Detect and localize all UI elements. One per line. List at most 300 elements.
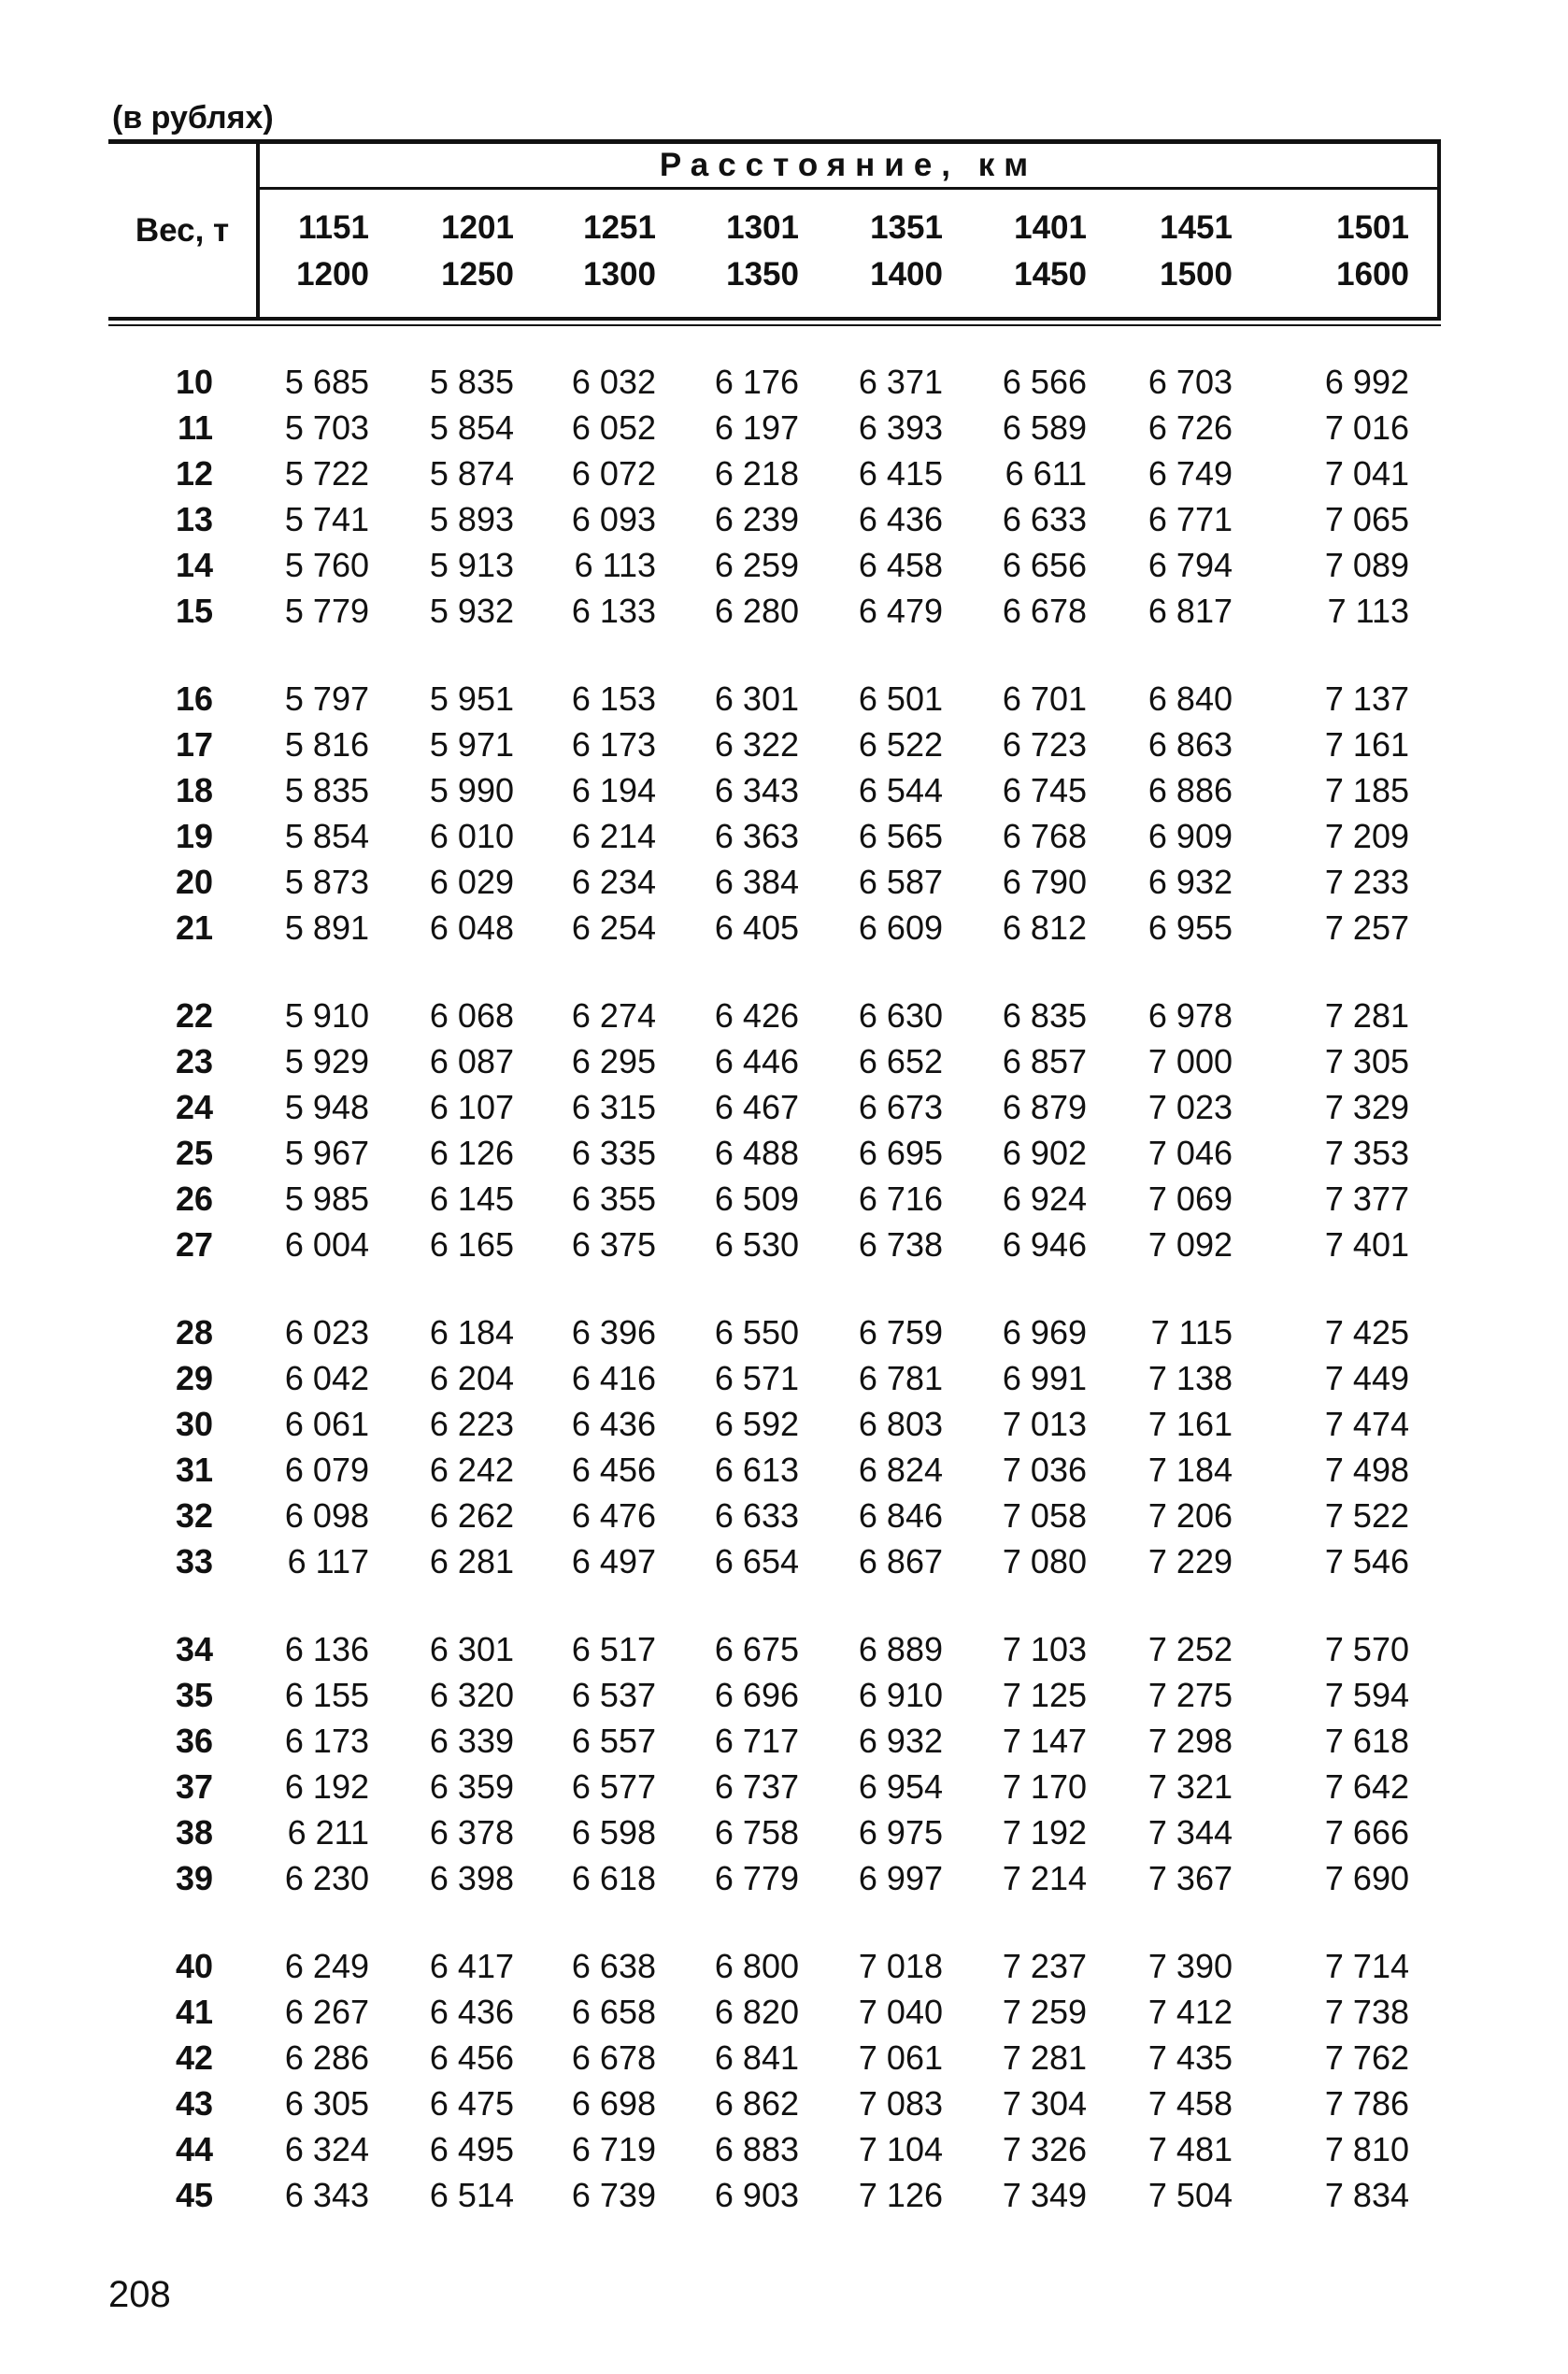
price-cell: 7 016 <box>1324 408 1409 447</box>
weight-cell: 20 <box>175 863 213 901</box>
price-cell: 7 209 <box>1324 817 1409 855</box>
price-cell: 7 594 <box>1324 1676 1409 1714</box>
price-cell: 6 004 <box>284 1225 369 1264</box>
price-cell: 7 326 <box>1002 2130 1087 2168</box>
table-row <box>108 1447 1441 1493</box>
price-cell: 7 275 <box>1147 1676 1233 1714</box>
distance-range-header <box>947 205 1087 298</box>
price-cell: 7 185 <box>1324 771 1409 809</box>
price-cell: 6 817 <box>1147 592 1233 630</box>
price-cell: 7 714 <box>1324 1947 1409 1985</box>
price-cell: 6 954 <box>858 1767 943 1806</box>
distance-ranges <box>260 205 1437 307</box>
table-row <box>108 496 1441 542</box>
distance-range-header <box>659 205 799 298</box>
weight-cell: 40 <box>175 1947 213 1985</box>
row-group <box>108 993 1441 1267</box>
price-cell: 7 377 <box>1324 1180 1409 1218</box>
price-cell: 6 841 <box>714 2038 799 2077</box>
distance-range-header <box>374 205 514 298</box>
price-cell: 7 041 <box>1324 454 1409 493</box>
table-row <box>108 813 1441 859</box>
price-cell: 7 184 <box>1147 1451 1233 1489</box>
table-row <box>108 450 1441 496</box>
table-row <box>108 676 1441 722</box>
price-cell: 6 633 <box>1002 500 1087 538</box>
price-cell: 6 566 <box>1002 363 1087 401</box>
price-cell: 6 739 <box>571 2176 656 2214</box>
price-cell: 6 717 <box>714 1722 799 1760</box>
price-cell: 7 344 <box>1147 1813 1233 1852</box>
price-cell: 6 286 <box>284 2038 369 2077</box>
distance-range-to: 1400 <box>870 256 943 293</box>
price-cell: 7 069 <box>1147 1180 1233 1218</box>
price-cell: 6 514 <box>429 2176 514 2214</box>
price-cell: 6 194 <box>571 771 656 809</box>
price-cell: 6 886 <box>1147 771 1233 809</box>
price-cell: 6 301 <box>429 1630 514 1668</box>
price-cell: 7 449 <box>1324 1359 1409 1397</box>
price-cell: 7 115 <box>1150 1313 1233 1351</box>
price-cell: 6 587 <box>858 863 943 901</box>
price-cell: 7 013 <box>1002 1405 1087 1443</box>
price-cell: 6 726 <box>1147 408 1233 447</box>
distance-range-to: 1250 <box>441 256 514 293</box>
price-cell: 7 353 <box>1324 1134 1409 1172</box>
price-cell: 6 042 <box>284 1359 369 1397</box>
price-cell: 6 068 <box>429 996 514 1035</box>
price-cell: 6 737 <box>714 1767 799 1806</box>
table-row <box>108 1493 1441 1538</box>
row-group <box>108 1943 1441 2218</box>
price-cell: 5 910 <box>284 996 369 1035</box>
price-cell: 6 932 <box>1147 863 1233 901</box>
price-cell: 7 281 <box>1324 996 1409 1035</box>
price-cell: 7 522 <box>1324 1496 1409 1535</box>
price-cell: 6 032 <box>571 363 656 401</box>
weight-cell: 33 <box>175 1542 213 1580</box>
price-cell: 6 703 <box>1147 363 1233 401</box>
distance-range-header <box>516 205 656 298</box>
price-cell: 7 474 <box>1324 1405 1409 1443</box>
weight-cell: 28 <box>175 1313 213 1351</box>
table-row <box>108 767 1441 813</box>
table-row <box>108 1038 1441 1084</box>
price-cell: 5 835 <box>284 771 369 809</box>
table-row <box>108 1672 1441 1718</box>
price-cell: 5 948 <box>284 1088 369 1126</box>
weight-cell: 41 <box>175 1993 213 2031</box>
price-cell: 5 685 <box>284 363 369 401</box>
price-cell: 7 666 <box>1324 1813 1409 1852</box>
price-cell: 6 335 <box>571 1134 656 1172</box>
weight-cell: 38 <box>175 1813 213 1852</box>
price-cell: 5 703 <box>284 408 369 447</box>
price-cell: 6 262 <box>429 1496 514 1535</box>
price-cell: 6 343 <box>284 2176 369 2214</box>
price-cell: 6 254 <box>571 908 656 947</box>
price-cell: 7 642 <box>1324 1767 1409 1806</box>
price-cell: 6 803 <box>858 1405 943 1443</box>
table-row <box>108 1943 1441 1989</box>
price-cell: 7 125 <box>1002 1676 1087 1714</box>
price-cell: 6 946 <box>1002 1225 1087 1264</box>
price-cell: 6 497 <box>571 1542 656 1580</box>
row-group <box>108 676 1441 951</box>
price-cell: 5 779 <box>284 592 369 630</box>
price-cell: 6 107 <box>429 1088 514 1126</box>
weight-cell: 23 <box>175 1042 213 1080</box>
price-cell: 6 378 <box>429 1813 514 1852</box>
weight-cell: 11 <box>177 408 213 447</box>
weight-cell: 18 <box>175 771 213 809</box>
price-cell: 7 349 <box>1002 2176 1087 2214</box>
weight-cell: 17 <box>175 725 213 764</box>
table-row <box>108 722 1441 767</box>
price-cell: 6 768 <box>1002 817 1087 855</box>
weight-cell: 42 <box>175 2038 213 2077</box>
price-cell: 6 322 <box>714 725 799 764</box>
price-cell: 6 446 <box>714 1042 799 1080</box>
price-cell: 7 498 <box>1324 1451 1409 1489</box>
price-cell: 7 000 <box>1147 1042 1233 1080</box>
price-cell: 5 873 <box>284 863 369 901</box>
price-cell: 6 656 <box>1002 546 1087 584</box>
table-row <box>108 542 1441 588</box>
weight-cell: 25 <box>175 1134 213 1172</box>
weight-cell: 37 <box>175 1767 213 1806</box>
table-row <box>108 1222 1441 1267</box>
header-right-border <box>1437 143 1441 321</box>
price-cell: 6 932 <box>858 1722 943 1760</box>
price-cell: 6 029 <box>429 863 514 901</box>
price-cell: 6 155 <box>284 1676 369 1714</box>
price-cell: 7 390 <box>1147 1947 1233 1985</box>
weight-cell: 27 <box>175 1225 213 1264</box>
weight-cell: 36 <box>175 1722 213 1760</box>
weight-cell: 24 <box>175 1088 213 1126</box>
price-cell: 7 252 <box>1147 1630 1233 1668</box>
price-cell: 6 537 <box>571 1676 656 1714</box>
weight-cell: 13 <box>175 500 213 538</box>
price-cell: 5 816 <box>284 725 369 764</box>
price-cell: 6 295 <box>571 1042 656 1080</box>
price-cell: 6 883 <box>714 2130 799 2168</box>
price-cell: 7 023 <box>1147 1088 1233 1126</box>
price-cell: 6 192 <box>284 1767 369 1806</box>
price-cell: 7 092 <box>1147 1225 1233 1264</box>
price-cell: 7 834 <box>1324 2176 1409 2214</box>
price-cell: 6 571 <box>714 1359 799 1397</box>
distance-header: Расстояние, км <box>659 146 1038 183</box>
price-cell: 7 259 <box>1002 1993 1087 2031</box>
price-cell: 5 741 <box>284 500 369 538</box>
price-cell: 6 846 <box>858 1496 943 1535</box>
price-cell: 6 371 <box>858 363 943 401</box>
price-cell: 6 079 <box>284 1451 369 1489</box>
weight-cell: 35 <box>175 1676 213 1714</box>
price-cell: 6 749 <box>1147 454 1233 493</box>
table-row <box>108 405 1441 450</box>
price-cell: 6 173 <box>284 1722 369 1760</box>
price-cell: 5 932 <box>429 592 514 630</box>
price-cell: 7 738 <box>1324 1993 1409 2031</box>
weight-cell: 44 <box>175 2130 213 2168</box>
weight-cell: 14 <box>175 546 213 584</box>
distance-range-to: 1600 <box>1336 256 1409 293</box>
price-cell: 6 675 <box>714 1630 799 1668</box>
table-row <box>108 359 1441 405</box>
price-cell: 7 329 <box>1324 1088 1409 1126</box>
table-row <box>108 859 1441 905</box>
price-cell: 7 762 <box>1324 2038 1409 2077</box>
price-cell: 6 509 <box>714 1180 799 1218</box>
price-cell: 7 786 <box>1324 2084 1409 2123</box>
price-cell: 7 192 <box>1002 1813 1087 1852</box>
price-cell: 7 481 <box>1147 2130 1233 2168</box>
weight-cell: 15 <box>175 592 213 630</box>
weight-cell: 10 <box>175 363 213 401</box>
table-row <box>108 1718 1441 1764</box>
row-group <box>108 359 1441 634</box>
price-cell: 6 136 <box>284 1630 369 1668</box>
price-cell: 6 355 <box>571 1180 656 1218</box>
table-row <box>108 2172 1441 2218</box>
price-cell: 7 083 <box>858 2084 943 2123</box>
distance-range-from: 1501 <box>1336 209 1409 246</box>
price-cell: 6 281 <box>429 1542 514 1580</box>
price-cell: 6 052 <box>571 408 656 447</box>
price-cell: 6 126 <box>429 1134 514 1172</box>
price-cell: 6 259 <box>714 546 799 584</box>
unit-note: (в рублях) <box>112 100 274 136</box>
price-cell: 6 800 <box>714 1947 799 1985</box>
price-cell: 6 223 <box>429 1405 514 1443</box>
price-cell: 6 716 <box>858 1180 943 1218</box>
price-cell: 6 242 <box>429 1451 514 1489</box>
price-cell: 6 495 <box>429 2130 514 2168</box>
price-cell: 7 147 <box>1002 1722 1087 1760</box>
price-cell: 5 854 <box>284 817 369 855</box>
price-cell: 6 343 <box>714 771 799 809</box>
price-cell: 5 722 <box>284 454 369 493</box>
price-cell: 6 824 <box>858 1451 943 1489</box>
price-cell: 6 696 <box>714 1676 799 1714</box>
header-bottom-rule <box>108 317 1441 321</box>
price-cell: 7 401 <box>1324 1225 1409 1264</box>
price-cell: 6 903 <box>714 2176 799 2214</box>
price-cell: 6 719 <box>571 2130 656 2168</box>
price-cell: 6 324 <box>284 2130 369 2168</box>
price-cell: 7 061 <box>858 2038 943 2077</box>
distance-range-from: 1351 <box>870 209 943 246</box>
weight-cell: 39 <box>175 1859 213 1897</box>
price-cell: 6 234 <box>571 863 656 901</box>
price-cell: 5 985 <box>284 1180 369 1218</box>
table-row <box>108 1626 1441 1672</box>
distance-range-to: 1450 <box>1014 256 1087 293</box>
price-cell: 6 501 <box>858 679 943 718</box>
distance-range-header <box>1092 205 1233 298</box>
weight-cell: 21 <box>175 908 213 947</box>
price-cell: 6 820 <box>714 1993 799 2031</box>
price-cell: 6 436 <box>429 1993 514 2031</box>
distance-range-from: 1251 <box>583 209 656 246</box>
price-cell: 6 467 <box>714 1088 799 1126</box>
price-cell: 6 745 <box>1002 771 1087 809</box>
price-cell: 6 184 <box>429 1313 514 1351</box>
price-cell: 5 874 <box>429 454 514 493</box>
distance-range-from: 1451 <box>1160 209 1233 246</box>
price-cell: 7 170 <box>1002 1767 1087 1806</box>
price-cell: 6 609 <box>858 908 943 947</box>
price-cell: 7 046 <box>1147 1134 1233 1172</box>
price-cell: 6 863 <box>1147 725 1233 764</box>
distance-range-from: 1151 <box>298 209 369 246</box>
price-cell: 6 426 <box>714 996 799 1035</box>
distance-range-to: 1500 <box>1160 256 1233 293</box>
price-cell: 6 479 <box>858 592 943 630</box>
price-cell: 6 840 <box>1147 679 1233 718</box>
price-cell: 6 113 <box>574 546 656 584</box>
price-cell: 7 126 <box>858 2176 943 2214</box>
price-cell: 6 384 <box>714 863 799 901</box>
price-cell: 6 023 <box>284 1313 369 1351</box>
price-cell: 6 723 <box>1002 725 1087 764</box>
price-cell: 6 165 <box>429 1225 514 1264</box>
price-cell: 6 145 <box>429 1180 514 1218</box>
price-cell: 6 305 <box>284 2084 369 2123</box>
weight-cell: 29 <box>175 1359 213 1397</box>
table-row <box>108 905 1441 951</box>
price-cell: 6 267 <box>284 1993 369 2031</box>
price-cell: 6 405 <box>714 908 799 947</box>
price-cell: 7 137 <box>1324 679 1409 718</box>
weight-cell: 43 <box>175 2084 213 2123</box>
table-row <box>108 1176 1441 1222</box>
price-cell: 6 598 <box>571 1813 656 1852</box>
price-cell: 6 633 <box>714 1496 799 1535</box>
price-cell: 5 929 <box>284 1042 369 1080</box>
price-cell: 6 997 <box>858 1859 943 1897</box>
distance-range-header <box>803 205 943 298</box>
price-cell: 6 211 <box>287 1813 369 1852</box>
price-cell: 6 910 <box>858 1676 943 1714</box>
price-cell: 7 040 <box>858 1993 943 2031</box>
price-cell: 6 133 <box>571 592 656 630</box>
price-cell: 7 104 <box>858 2130 943 2168</box>
price-cell: 7 504 <box>1147 2176 1233 2214</box>
weight-cell: 30 <box>175 1405 213 1443</box>
price-cell: 6 517 <box>571 1630 656 1668</box>
price-cell: 6 613 <box>714 1451 799 1489</box>
price-cell: 7 321 <box>1147 1767 1233 1806</box>
price-cell: 6 436 <box>858 500 943 538</box>
price-cell: 6 592 <box>714 1405 799 1443</box>
price-cell: 6 093 <box>571 500 656 538</box>
price-cell: 6 902 <box>1002 1134 1087 1172</box>
price-cell: 7 690 <box>1324 1859 1409 1897</box>
price-cell: 6 790 <box>1002 863 1087 901</box>
table-row <box>108 2081 1441 2126</box>
price-cell: 6 857 <box>1002 1042 1087 1080</box>
price-cell: 6 794 <box>1147 546 1233 584</box>
price-cell: 6 061 <box>284 1405 369 1443</box>
distance-range-to: 1200 <box>296 256 369 293</box>
price-cell: 7 810 <box>1324 2130 1409 2168</box>
distance-range-from: 1401 <box>1014 209 1087 246</box>
distance-header-rule <box>260 187 1437 190</box>
price-cell: 7 214 <box>1002 1859 1087 1897</box>
price-cell: 7 233 <box>1324 863 1409 901</box>
price-cell: 7 435 <box>1147 2038 1233 2077</box>
price-cell: 6 197 <box>714 408 799 447</box>
distance-range-to: 1350 <box>726 256 799 293</box>
price-cell: 7 206 <box>1147 1496 1233 1535</box>
price-cell: 6 173 <box>571 725 656 764</box>
price-cell: 6 274 <box>571 996 656 1035</box>
price-cell: 5 797 <box>284 679 369 718</box>
price-cell: 7 546 <box>1324 1542 1409 1580</box>
price-cell: 6 214 <box>571 817 656 855</box>
price-cell: 7 058 <box>1002 1496 1087 1535</box>
distance-range-header <box>1269 205 1409 298</box>
table-row <box>108 1309 1441 1355</box>
price-cell: 7 080 <box>1002 1542 1087 1580</box>
table-row <box>108 1989 1441 2035</box>
price-cell: 6 565 <box>858 817 943 855</box>
weight-cell: 31 <box>175 1451 213 1489</box>
weight-cell: 34 <box>175 1630 213 1668</box>
price-cell: 6 280 <box>714 592 799 630</box>
price-cell: 6 476 <box>571 1496 656 1535</box>
price-cell: 6 530 <box>714 1225 799 1264</box>
distance-range-to: 1300 <box>583 256 656 293</box>
table-row <box>108 1809 1441 1855</box>
price-cell: 6 320 <box>429 1676 514 1714</box>
price-cell: 6 436 <box>571 1405 656 1443</box>
weight-cell: 19 <box>175 817 213 855</box>
price-cell: 7 458 <box>1147 2084 1233 2123</box>
distance-range-from: 1201 <box>441 209 514 246</box>
price-cell: 6 301 <box>714 679 799 718</box>
price-cell: 5 990 <box>429 771 514 809</box>
price-cell: 5 913 <box>429 546 514 584</box>
price-cell: 6 658 <box>571 1993 656 2031</box>
price-cell: 6 544 <box>858 771 943 809</box>
price-cell: 6 239 <box>714 500 799 538</box>
price-cell: 6 678 <box>571 2038 656 2077</box>
price-cell: 7 113 <box>1327 592 1409 630</box>
row-group <box>108 1626 1441 1901</box>
price-cell: 6 701 <box>1002 679 1087 718</box>
price-cell: 6 415 <box>858 454 943 493</box>
price-cell: 6 992 <box>1324 363 1409 401</box>
price-cell: 7 161 <box>1324 725 1409 764</box>
price-cell: 7 367 <box>1147 1859 1233 1897</box>
price-cell: 6 695 <box>858 1134 943 1172</box>
price-cell: 6 098 <box>284 1496 369 1535</box>
price-cell: 6 557 <box>571 1722 656 1760</box>
price-cell: 7 570 <box>1324 1630 1409 1668</box>
table-row <box>108 1130 1441 1176</box>
price-cell: 7 161 <box>1147 1405 1233 1443</box>
price-cell: 5 967 <box>284 1134 369 1172</box>
price-cell: 7 138 <box>1147 1359 1233 1397</box>
price-cell: 6 698 <box>571 2084 656 2123</box>
price-cell: 6 638 <box>571 1947 656 1985</box>
price-cell: 6 475 <box>429 2084 514 2123</box>
